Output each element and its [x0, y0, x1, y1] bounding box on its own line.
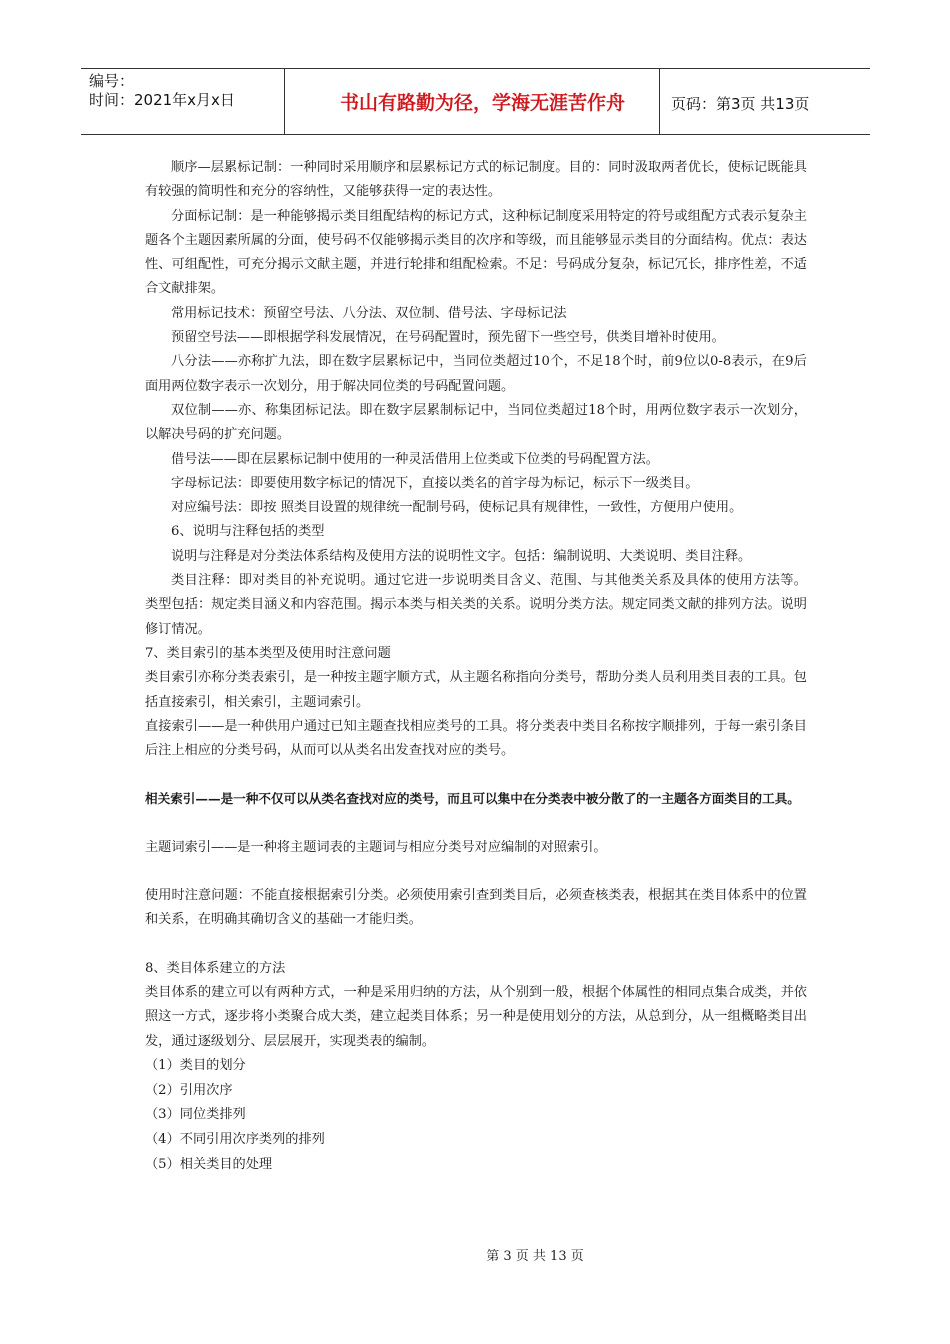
- paragraph-spacer: [145, 812, 807, 836]
- page-header: [81, 68, 870, 135]
- list-item: （4）不同引用次序类列的排列: [145, 1132, 325, 1148]
- paragraph: 主题词索引——是一种将主题词表的主题词与相应分类号对应编制的对照索引。: [145, 839, 607, 855]
- header-meta: [89, 72, 235, 110]
- paragraph-spacer: [145, 860, 807, 884]
- paragraph: 借号法——即在层累标记制中使用的一种灵活借用上位类或下位类的号码配置方法。: [171, 451, 659, 467]
- list-item: （3）同位类排列: [145, 1107, 246, 1123]
- paragraph: 6、说明与注释包括的类型: [171, 524, 325, 540]
- paragraph: 类目体系的建立可以有两种方式，一种是采用归纳的方法，从个别到一般，根据个体属性的相同点集合成类，并依照这一方式，逐步将小类聚合成大类，建立起类目体系；另一种是使用划分的方法，从总到分，从一组概略类目出发，通过逐级划分、层层展开，实现类表的编制。: [145, 984, 807, 1049]
- header-number-label: 编号：: [89, 72, 135, 90]
- page-footer: [0, 1245, 950, 1264]
- footer-page-number: 第 3 页 共 13 页: [486, 1249, 584, 1264]
- paragraph: 常用标记技术：预留空号法、八分法、双位制、借号法、字母标记法: [171, 305, 567, 321]
- paragraph: 使用时注意问题：不能直接根据索引分类。必须使用索引查到类目后，必须查核类表，根据其在类目体系中的位置和关系，在明确其确切含义的基础一才能归类。: [145, 888, 807, 928]
- paragraph: 字母标记法：即要使用数字标记的情况下，直接以类名的首字母为标记，标示下一级类目。: [171, 475, 699, 491]
- paragraph: 8、类目体系建立的方法: [145, 960, 286, 976]
- header-time-label: 时间：2021年x月x日: [89, 91, 235, 109]
- header-page-label: 页码：第3页 共13页: [671, 95, 810, 113]
- paragraph: 7、类目索引的基本类型及使用时注意问题: [145, 645, 391, 661]
- paragraph: 类目注释：即对类目的补充说明。通过它进一步说明类目含义、范围、与其他类关系及具体的使用方法等。 类型包括：规定类目涵义和内容范围。揭示本类与相关类的关系。说明分类方法。规定同类文献的排列方法。说明修订情况。: [145, 573, 807, 637]
- paragraph: 直接索引——是一种供用户通过已知主题查找相应类号的工具。将分类表中类目名称按字顺排列，于每一索引条目后注上相应的分类号码，从而可以从类名出发查找对应的类号。: [145, 718, 807, 759]
- header-motto: 书山有路勤为径，学海无涯苦作舟: [339, 92, 625, 114]
- paragraph: 对应编号法：即按 照类目设置的规律统一配制号码，使标记具有规律性，一致性，方便用户使用。: [171, 500, 743, 516]
- list-item: （2）引用次序: [145, 1082, 233, 1098]
- paragraph: 八分法——亦称扩九法，即在数字层累标记中，当同位类超过10个，不足18个时，前9位以0-8表示，在9后面用两位数字表示一次划分，用于解决同位类的号码配置问题。: [145, 354, 807, 394]
- paragraph: 相关索引——是一种不仅可以从类名查找对应的类号，而且可以集中在分类表中被分散了的一主题各方面类目的工具。: [145, 791, 800, 807]
- paragraph: 类目索引亦称分类表索引，是一种按主题字顺方式，从主题名称指向分类号，帮助分类人员利用类目表的工具。包括直接索引，相关索引，主题词索引。: [145, 670, 807, 710]
- list-item: （1）类目的划分: [145, 1057, 246, 1073]
- header-divider-left: [284, 69, 285, 134]
- paragraph: 顺序—层累标记制：一种同时采用顺序和层累标记方式的标记制度。目的：同时汲取两者优长，使标记既能具有较强的简明性和充分的容纳性，又能够获得一定的表达性。: [145, 160, 807, 200]
- document-body: [145, 156, 807, 1178]
- paragraph: 预留空号法——即根据学科发展情况，在号码配置时，预先留下一些空号，供类目增补时使用。: [171, 330, 725, 346]
- paragraph: 双位制——亦、称集团标记法。即在数字层累制标记中，当同位类超过18个时，用两位数字表示一次划分，以解决号码的扩充问题。: [145, 402, 807, 443]
- paragraph-spacer: [145, 933, 807, 957]
- paragraph-spacer: [145, 763, 807, 787]
- list-item: （5）相关类目的处理: [145, 1156, 273, 1172]
- paragraph: 分面标记制：是一种能够揭示类目组配结构的标记方式，这种标记制度采用特定的符号或组配方式表示复杂主题各个主题因素所属的分面，使号码不仅能够揭示类目的次序和等级，而且能够显示类目的分面结构。优点：表达性、可组配性，可充分揭示文献主题，并进行轮排和组配检索。不足：号码成分复杂，标记冗长，排序性差，不适合文献排架。: [145, 208, 807, 297]
- paragraph: 说明与注释是对分类法体系结构及使用方法的说明性文字。包括：编制说明、大类说明、类目注释。: [171, 548, 752, 564]
